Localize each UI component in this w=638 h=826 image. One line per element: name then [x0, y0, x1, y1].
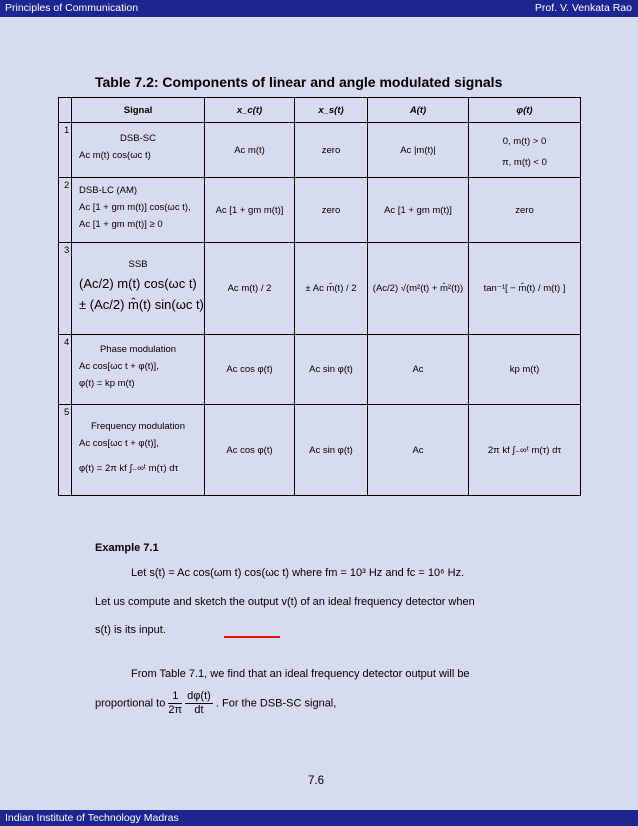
- A-cell: Ac: [368, 405, 469, 496]
- phi-cell: tan⁻¹[ − m̂(t) / m(t) ]: [469, 243, 581, 335]
- A-cell: Ac: [368, 335, 469, 405]
- phi-cell: zero: [469, 178, 581, 243]
- row-number: 1: [59, 123, 72, 178]
- xc-cell: Ac m(t): [205, 123, 295, 178]
- row-number: 4: [59, 335, 72, 405]
- line5-prefix: proportional to: [95, 697, 166, 710]
- table-row: [59, 123, 581, 178]
- phi-cell: kp m(t): [469, 335, 581, 405]
- phi-cell: 2π kf ∫₋∞ᵗ m(τ) dτ: [469, 405, 581, 496]
- signal-eq1: Ac [1 + gm m(t)] cos(ωc t),: [79, 201, 191, 213]
- footer-left: Indian Institute of Technology Madras: [5, 812, 179, 824]
- header-left: Principles of Communication: [5, 2, 139, 14]
- signal-eq1: Ac cos[ωc t + φ(t)],: [79, 361, 159, 372]
- xc-cell: Ac cos φ(t): [205, 405, 295, 496]
- signal-eq1: (Ac/2) m(t) cos(ωc t): [79, 276, 197, 291]
- xs-cell: ± Ac m̂(t) / 2: [295, 243, 368, 335]
- table-title: Table 7.2: Components of linear and angle modulated signals: [95, 74, 503, 90]
- example-line1: Let s(t) = Ac cos(ωm t) cos(ωc t) where fm = 10³ Hz and fc = 10⁶ Hz.: [131, 567, 465, 579]
- xs-cell: Ac sin φ(t): [295, 335, 368, 405]
- xs-cell: zero: [295, 178, 368, 243]
- signal-cell: [72, 178, 205, 243]
- signal-cell: [72, 335, 205, 405]
- example-line4: From Table 7.1, we find that an ideal frequency detector output will be: [131, 668, 470, 680]
- row-number: 2: [59, 178, 72, 243]
- table-row: [59, 243, 581, 335]
- fraction-one-over-two-pi: $\frac{1}{2\pi}$: [168, 690, 183, 716]
- xc-cell: Ac cos φ(t): [205, 335, 295, 405]
- signal-cell: [72, 123, 205, 178]
- xc-cell: Ac m(t) / 2: [205, 243, 295, 335]
- signal-name: DSB-LC (AM): [79, 184, 138, 196]
- signal-name: Phase modulation: [99, 344, 177, 355]
- example-line3: s(t) is its input.: [95, 624, 166, 636]
- col-A: A(t): [368, 98, 469, 123]
- red-underline: [224, 636, 280, 638]
- example-line5: [95, 690, 336, 717]
- A-cell: Ac |m(t)|: [368, 123, 469, 178]
- row-number: 5: [59, 405, 72, 496]
- signal-name: Frequency modulation: [91, 420, 185, 432]
- xc-cell: Ac [1 + gm m(t)]: [205, 178, 295, 243]
- col-xs: x_s(t): [295, 98, 368, 123]
- signal-cell: [72, 243, 205, 335]
- footer-bar: [0, 810, 638, 826]
- signal-name: SSB: [128, 259, 148, 270]
- A-cell: Ac [1 + gm m(t)]: [368, 178, 469, 243]
- table-row: [59, 178, 581, 243]
- signal-eq2: φ(t) = kp m(t): [79, 378, 135, 389]
- line5-suffix: . For the DSB-SC signal,: [215, 697, 337, 710]
- page-number: 7.6: [308, 775, 324, 787]
- col-phi: φ(t): [469, 98, 581, 123]
- components-table: [58, 97, 581, 496]
- example-line2: Let us compute and sketch the output v(t) of an ideal frequency detector when: [95, 596, 475, 608]
- col-signal: Signal: [72, 98, 205, 123]
- row-number: 3: [59, 243, 72, 335]
- signal-eq2: ± (Ac/2) m̂(t) sin(ωc t): [79, 297, 204, 312]
- signal-eq1: Ac m(t) cos(ωc t): [79, 150, 151, 161]
- header-bar: [0, 0, 638, 17]
- phi-line2: π, m(t) < 0: [502, 157, 547, 168]
- signal-eq2: Ac [1 + gm m(t)] ≥ 0: [79, 218, 163, 230]
- xs-cell: zero: [295, 123, 368, 178]
- table-row: [59, 335, 581, 405]
- signal-eq1: Ac cos[ωc t + φ(t)],: [79, 437, 159, 449]
- table-row: [59, 405, 581, 496]
- fraction-dphi-dt: $\frac{d\varphi(t)}{dt}$: [187, 690, 211, 716]
- signal-cell: [72, 405, 205, 496]
- xs-cell: Ac sin φ(t): [295, 405, 368, 496]
- signal-name: DSB-SC: [120, 133, 156, 144]
- col-xc: x_c(t): [205, 98, 295, 123]
- example-heading: Example 7.1: [95, 542, 159, 554]
- header-right: Prof. V. Venkata Rao: [534, 2, 632, 14]
- phi-line1: 0, m(t) > 0: [502, 136, 547, 147]
- A-cell: (Ac/2) √(m²(t) + m̂²(t)): [368, 243, 469, 335]
- header-row: [59, 98, 581, 123]
- phi-cell: [469, 123, 581, 178]
- signal-eq2: φ(t) = 2π kf ∫₋∞ᵗ m(τ) dτ: [79, 462, 179, 474]
